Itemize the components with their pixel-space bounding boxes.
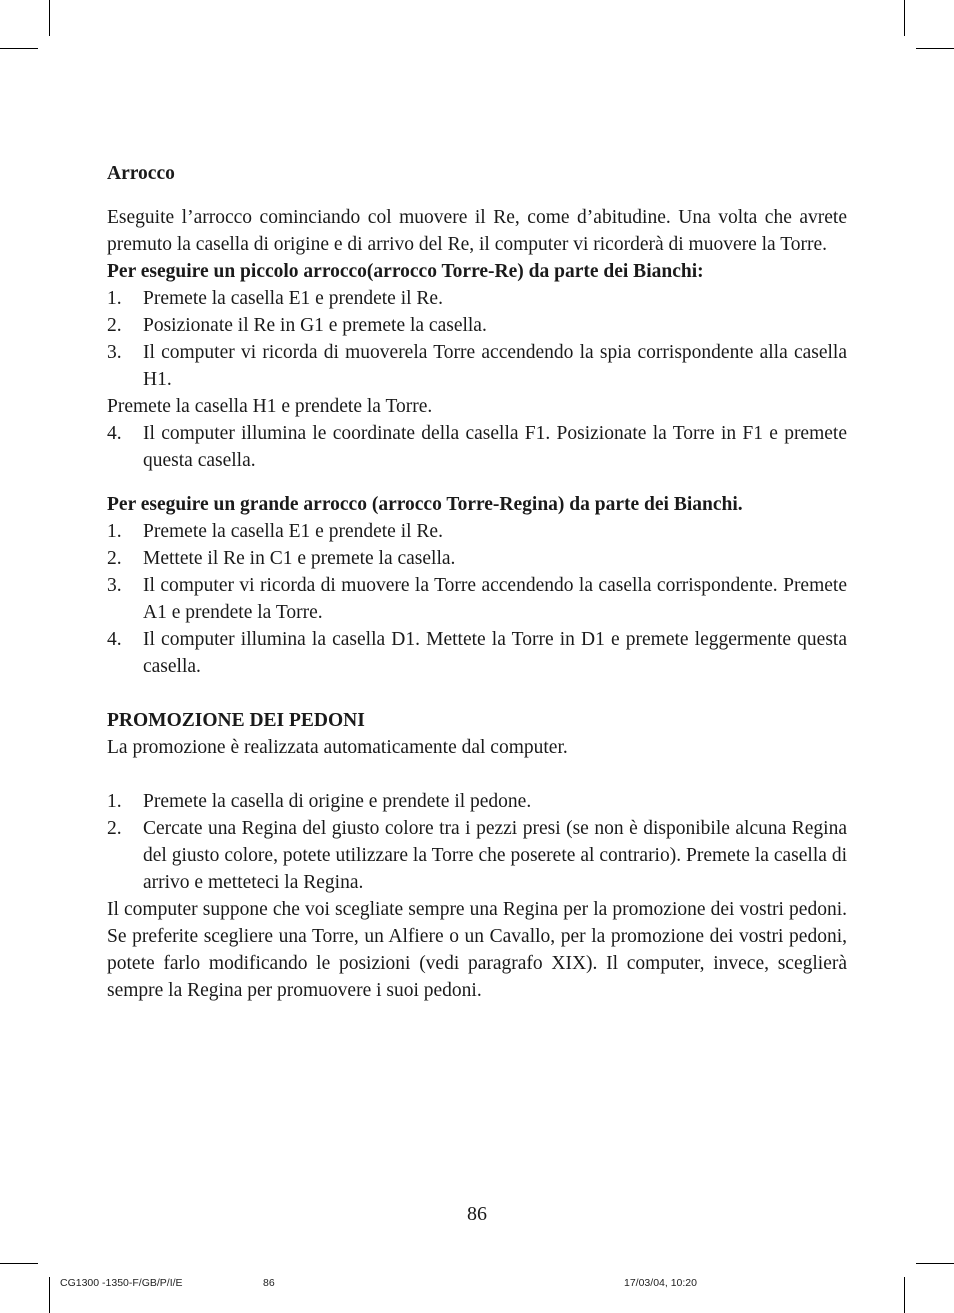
list-text: Mettete il Re in C1 e premete la casella. (143, 548, 456, 569)
big-castling-heading: Per eseguire un grande arrocco (arrocco Torre-Regina) da parte dei Bianchi. (107, 494, 743, 515)
list-number: 1. (107, 521, 122, 542)
list-item (107, 626, 847, 680)
list-number: 4. (107, 629, 122, 650)
crop-mark (916, 48, 954, 49)
list-text: Il computer illumina la casella D1. Mettete la Torre in D1 e premete leggermente questa casella. (143, 629, 847, 677)
promotion-intro: La promozione è realizzata automaticamente dal computer. (107, 737, 568, 758)
list-item (107, 815, 847, 896)
list-item (107, 788, 847, 815)
list-number: 2. (107, 315, 122, 336)
crop-mark (49, 1277, 50, 1313)
list-text: Cercate una Regina del giusto colore tra i pezzi presi (se non è disponibile alcuna Regina del giusto colore, potete utilizzare la Torre che poserete al contrario). Premete la casella di arrivo e metteteci la Regina. (143, 818, 847, 893)
list-number: 1. (107, 791, 122, 812)
list-number: 3. (107, 342, 122, 363)
list-text: Il computer illumina le coordinate della casella F1. Posizionate la Torre in F1 e premete questa casella. (143, 423, 847, 471)
list-text: Il computer vi ricorda di muoverela Torre accendendo la spia corrispondente alla casella H1. (143, 342, 847, 390)
section-title-arrocco: Arrocco (107, 163, 175, 184)
list-item (107, 545, 847, 572)
crop-mark (49, 0, 50, 36)
intro-paragraph: Eseguite l’arrocco cominciando col muovere il Re, come d’abitudine. Una volta che avrete premuto la casella di origine e di arrivo del Re, il computer vi ricorderà di muovere la Torre. (107, 207, 847, 255)
footer-datetime: 17/03/04, 10:20 (624, 1277, 697, 1289)
list-text: Premete la casella di origine e prendete il pedone. (143, 791, 532, 812)
footer-page: 86 (263, 1277, 275, 1289)
note-paragraph: Premete la casella H1 e prendete la Torre. (107, 396, 433, 417)
list-item (107, 420, 847, 474)
crop-mark (0, 1263, 38, 1264)
list-item (107, 339, 847, 393)
list-item (107, 572, 847, 626)
list-item (107, 285, 847, 312)
small-castling-heading: Per eseguire un piccolo arrocco(arrocco Torre-Re) da parte dei Bianchi: (107, 261, 704, 282)
page-number: 86 (467, 1203, 487, 1225)
list-item (107, 312, 847, 339)
list-number: 3. (107, 575, 122, 596)
section-title-promozione: PROMOZIONE DEI PEDONI (107, 710, 365, 731)
crop-mark (904, 1277, 905, 1313)
list-text: Premete la casella E1 e prendete il Re. (143, 288, 443, 309)
footer-code: CG1300 -1350-F/GB/P/I/E (60, 1277, 183, 1289)
crop-mark (0, 48, 38, 49)
list-text: Posizionate il Re in G1 e premete la casella. (143, 315, 487, 336)
list-item (107, 518, 847, 545)
list-text: Il computer vi ricorda di muovere la Torre accendendo la casella corrispondente. Premete A1 e prendete la Torre. (143, 575, 847, 623)
list-number: 1. (107, 288, 122, 309)
list-number: 2. (107, 548, 122, 569)
list-number: 4. (107, 423, 122, 444)
crop-mark (916, 1263, 954, 1264)
list-text: Premete la casella E1 e prendete il Re. (143, 521, 443, 542)
crop-mark (904, 0, 905, 36)
closing-paragraph: Il computer suppone che voi scegliate sempre una Regina per la promozione dei vostri pedoni. Se preferite scegliere una Torre, un Alfiere o un Cavallo, per la promozione dei vostri pedoni, potete farlo modificando le posizioni (vedi paragrafo XIX). Il computer, invece, sceglierà sempre la Regina per promuovere i suoi pedoni. (107, 899, 847, 1001)
page-content (107, 160, 847, 1004)
list-number: 2. (107, 818, 122, 839)
